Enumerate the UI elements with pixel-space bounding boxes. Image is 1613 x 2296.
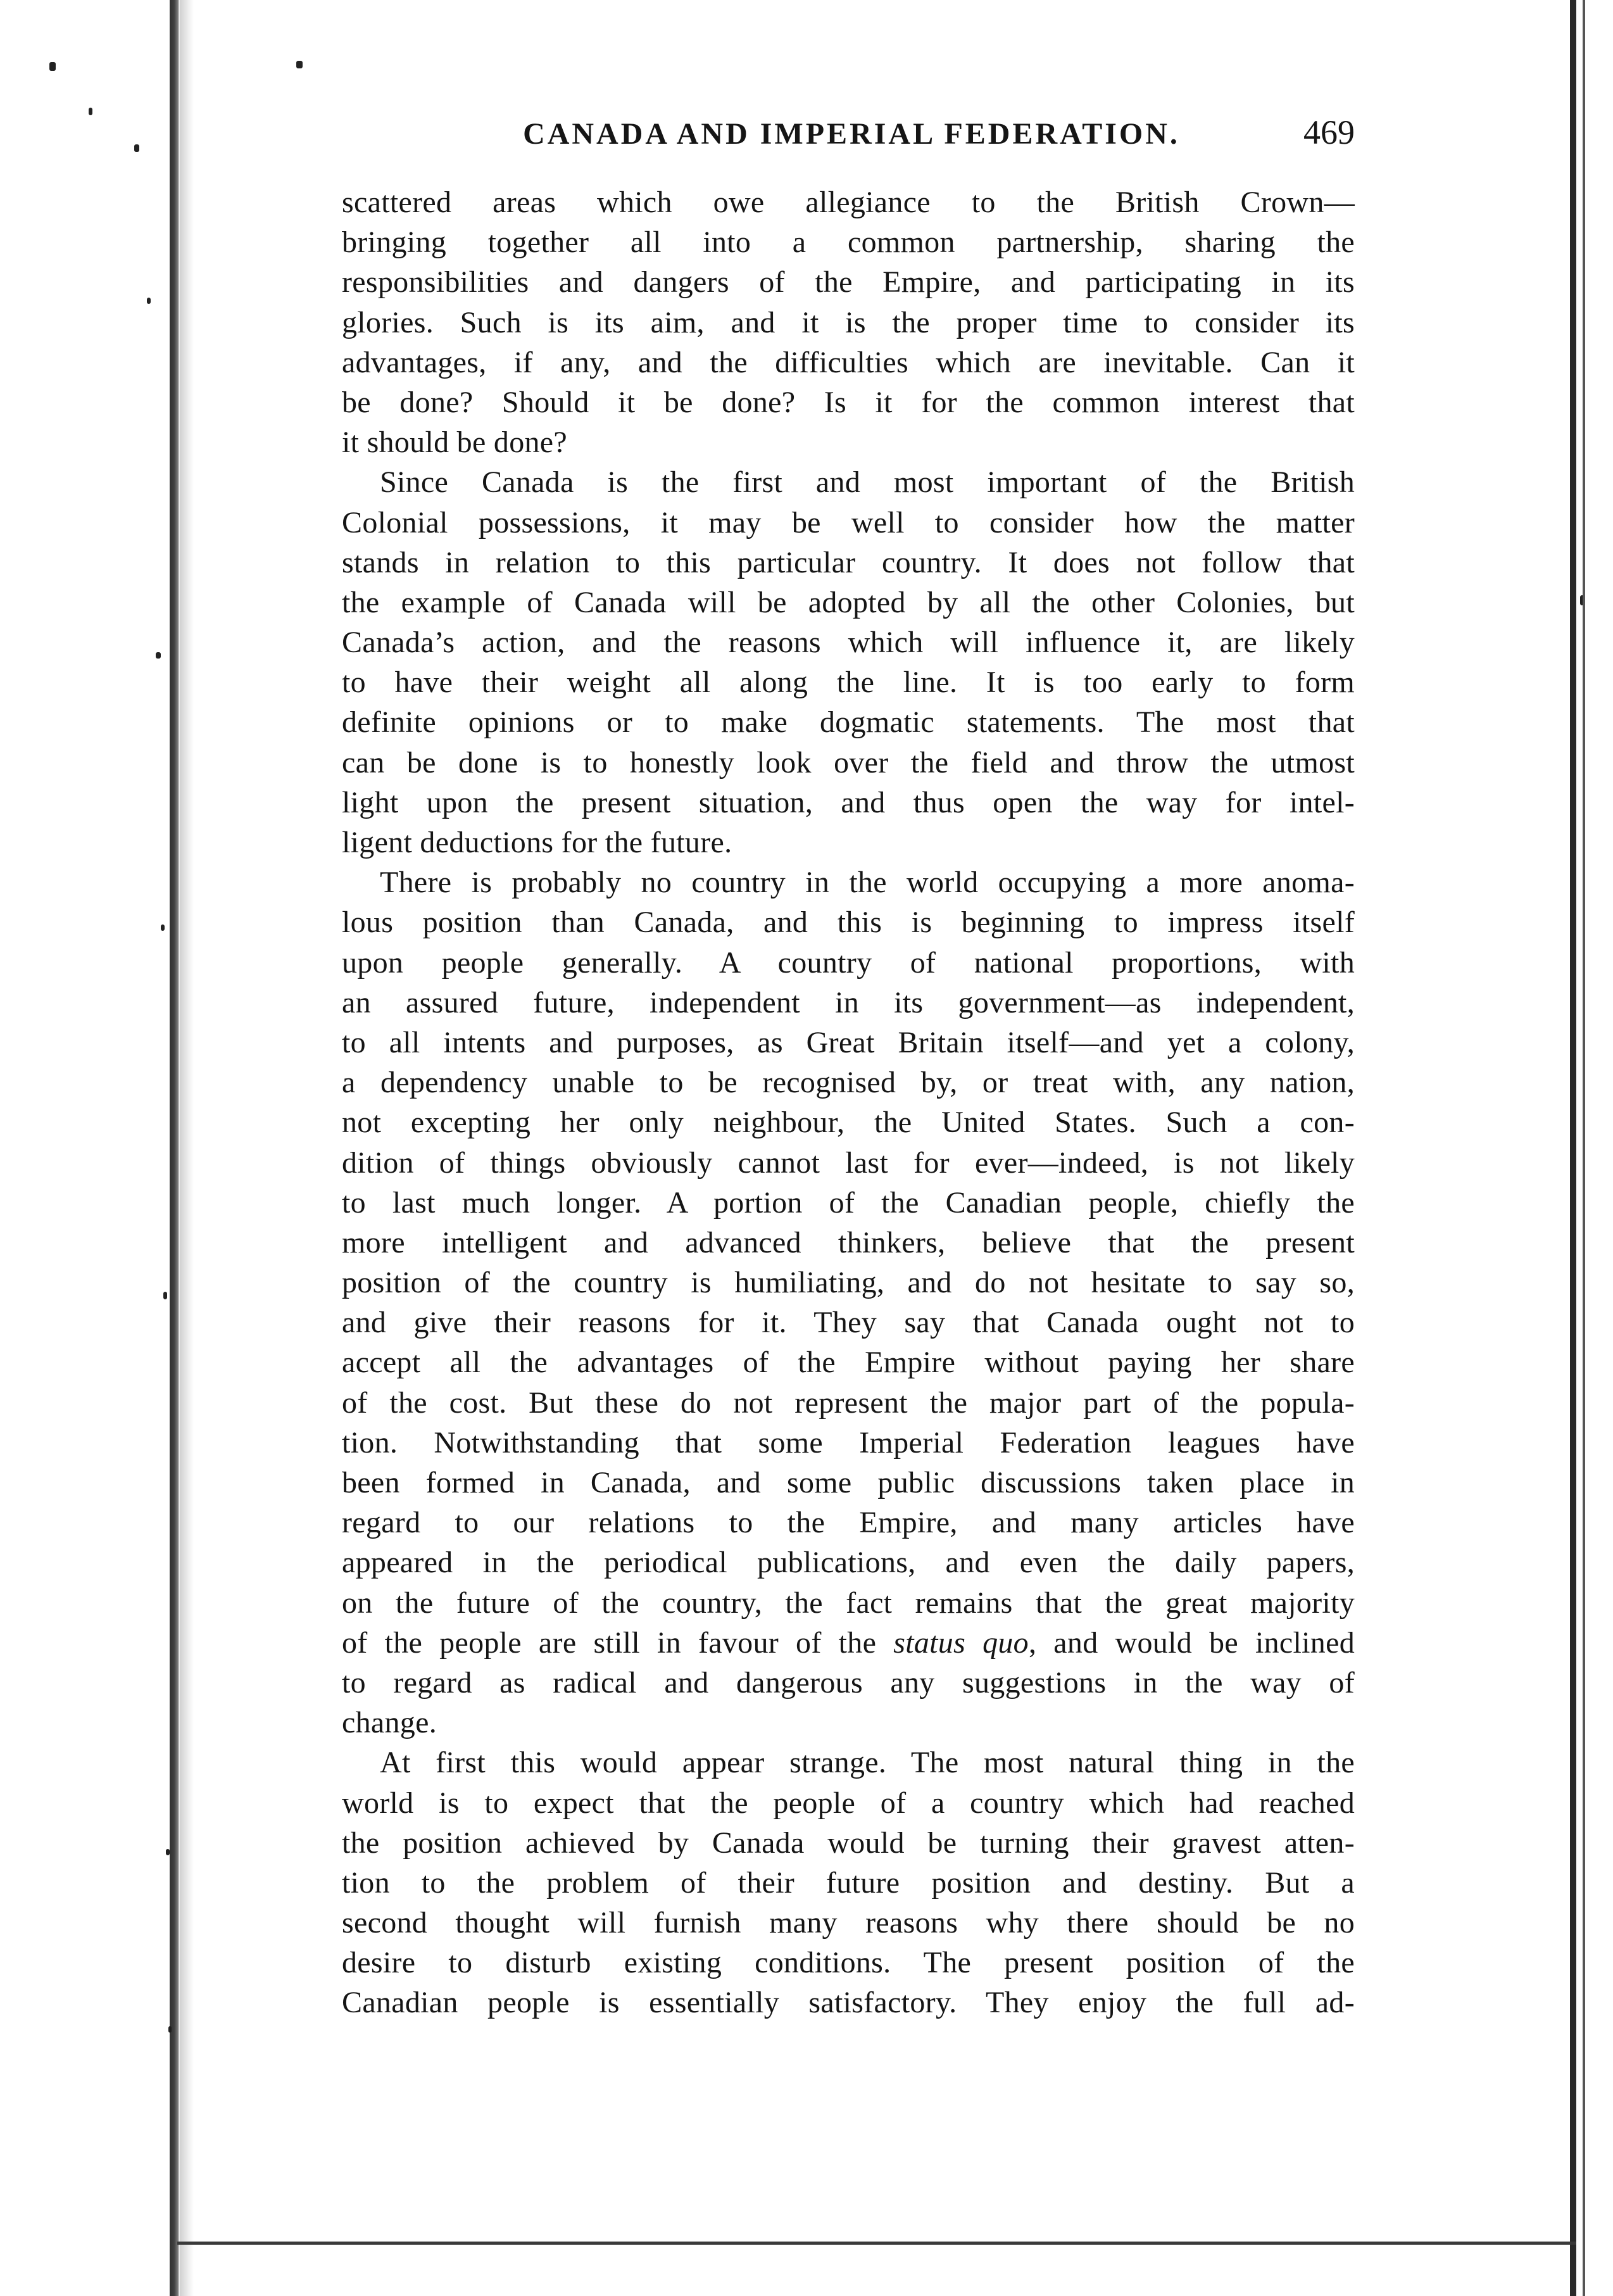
text-line: regard to our relations to the Empire, and many articles have: [342, 1506, 1355, 1540]
text-fragment: of the people are still in favour of the: [342, 1625, 894, 1660]
text-line: change.: [342, 1706, 437, 1740]
left-margin: [0, 0, 170, 2296]
binding-shadow: [180, 0, 194, 2296]
scan-speck: [134, 144, 139, 152]
text-line: tion to the problem of their future position and destiny. But a: [342, 1865, 1355, 1900]
scan-speck: [147, 298, 151, 304]
page-edge-right-line: [1583, 0, 1585, 2296]
text-line: world is to expect that the people of a country which had reached: [342, 1786, 1355, 1820]
scan-speck: [49, 62, 56, 71]
text-line: the position achieved by Canada would be turning their gravest atten-: [342, 1826, 1355, 1860]
page-edge-right: [1570, 0, 1576, 2296]
running-title: CANADA AND IMPERIAL FEDERATION.: [523, 117, 1180, 151]
text-line: dition of things obviously cannot last for ever—indeed, is not likely: [342, 1145, 1355, 1180]
text-line: it should be done?: [342, 426, 568, 460]
text-line: can be done is to honestly look over the field and throw the utmost: [342, 745, 1355, 779]
text-line: the example of Canada will be adopted by all the other Colonies, but: [342, 585, 1355, 619]
scan-speck: [89, 108, 92, 115]
scan-speck: [296, 61, 303, 68]
text-line: ligent deductions for the future.: [342, 826, 732, 859]
text-line: responsibilities and dangers of the Empire, and participating in its: [342, 265, 1355, 300]
text-line: stands in relation to this particular country. It does not follow that: [342, 545, 1355, 579]
text-line-status-quo: [342, 1623, 1355, 1663]
binding-edge: [170, 0, 180, 2296]
scan-speck: [156, 652, 161, 659]
body-text: [342, 182, 1355, 2023]
text-line: At first this would appear strange. The most natural thing in the: [380, 1746, 1355, 1780]
text-line: been formed in Canada, and some public discussions taken place in: [342, 1466, 1355, 1499]
page-edge-bottom: [177, 2242, 1576, 2245]
page-number: 469: [1303, 113, 1355, 151]
scan-speck: [161, 924, 165, 931]
text-line: definite opinions or to make dogmatic statements. The most that: [342, 705, 1355, 740]
text-line: tion. Notwithstanding that some Imperial Federation leagues have: [342, 1425, 1355, 1460]
text-line: There is probably no country in the world occupying a more anoma-: [380, 866, 1355, 900]
italic-phrase: status quo: [893, 1625, 1029, 1660]
text-line: desire to disturb existing conditions. The present position of the: [342, 1946, 1355, 1980]
text-line: second thought will furnish many reasons why there should be no: [342, 1906, 1355, 1940]
text-line: Colonial possessions, it may be well to consider how the matter: [342, 505, 1355, 539]
text-line: to regard as radical and dangerous any suggestions in the way of: [342, 1665, 1355, 1700]
text-line: to have their weight all along the line. It is too early to form: [342, 665, 1355, 700]
text-line: appeared in the periodical publications, and even the daily papers,: [342, 1546, 1355, 1580]
text-line: light upon the present situation, and thus open the way for intel-: [342, 785, 1355, 819]
text-line: accept all the advantages of the Empire without paying her share: [342, 1346, 1355, 1380]
text-line: and give their reasons for it. They say that Canada ought not to: [342, 1306, 1355, 1340]
text-fragment: , and would be inclined: [1028, 1625, 1355, 1660]
scan-speck: [163, 1292, 167, 1299]
text-line: a dependency unable to be recognised by, or treat with, any nation,: [342, 1066, 1355, 1100]
text-line: lous position than Canada, and this is beginning to impress itself: [342, 905, 1355, 940]
text-line: Canadian people is essentially satisfactory. They enjoy the full ad-: [342, 1986, 1355, 2020]
text-line: Since Canada is the first and most important of the British: [380, 465, 1355, 500]
text-line: bringing together all into a common partnership, sharing the: [342, 225, 1355, 260]
text-line: be done? Should it be done? Is it for the common interest that: [342, 385, 1355, 419]
text-line: scattered areas which owe allegiance to the British Crown—: [342, 186, 1355, 219]
text-line: upon people generally. A country of national proportions, with: [342, 945, 1355, 980]
text-line: an assured future, independent in its government—as independent,: [342, 985, 1355, 1019]
text-line: more intelligent and advanced thinkers, believe that the present: [342, 1225, 1355, 1259]
text-line: position of the country is humiliating, and do not hesitate to say so,: [342, 1266, 1355, 1300]
text-line: on the future of the country, the fact remains that the great majority: [342, 1586, 1355, 1620]
text-line: not excepting her only neighbour, the United States. Such a con-: [342, 1106, 1355, 1140]
text-line: to last much longer. A portion of the Canadian people, chiefly the: [342, 1185, 1355, 1220]
text-line: Canada’s action, and the reasons which will influence it, are likely: [342, 626, 1355, 660]
text-line: to all intents and purposes, as Great Britain itself—and yet a colony,: [342, 1025, 1355, 1059]
text-line: of the cost. But these do not represent the major part of the popula-: [342, 1385, 1355, 1420]
text-line: glories. Such is its aim, and it is the proper time to consider its: [342, 305, 1355, 339]
text-line: advantages, if any, and the difficulties which are inevitable. Can it: [342, 345, 1355, 379]
